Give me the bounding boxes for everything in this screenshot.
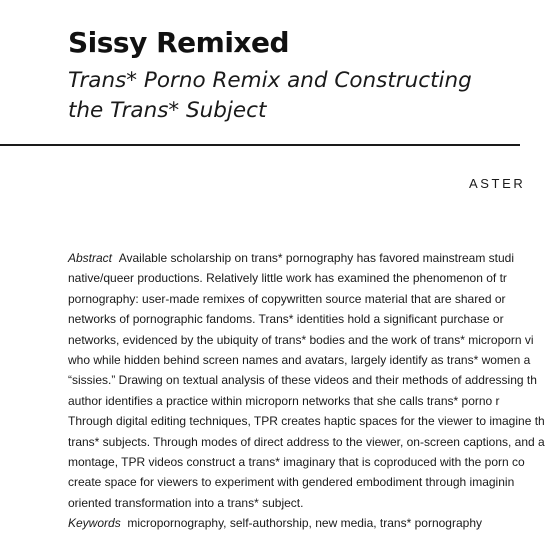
abstract-label: Abstract [68,251,113,265]
keywords-label: Keywords [68,516,121,531]
abstract-line [68,248,528,268]
abstract-line: create space for viewers to experiment with gendered embodiment through imaginin [68,475,515,490]
abstract-block [68,248,545,533]
subtitle-line-2: the Trans* Subject [68,98,267,123]
article-subtitle [68,66,508,126]
abstract-line: networks of pornographic fandoms. Trans* identities hold a significant purchase or [68,312,504,327]
abstract-line: author identifies a practice within microporn networks that she calls trans* porno r [68,393,500,408]
abstract-line: trans* subjects. Through modes of direct address to the viewer, on-screen captions, and a [68,434,545,449]
abstract-line: oriented transformation into a trans* subject. [68,495,304,510]
abstract-line: native/queer productions. Relatively little work has examined the phenomenon of tr [68,271,507,286]
abstract-line: Through digital editing techniques, TPR creates haptic spaces for the viewer to imagine th [68,414,545,429]
abstract-line: pornography: user-made remixes of copywritten source material that are shared or [68,291,506,306]
header-rule [0,144,520,146]
keywords-text: micropornography, self-authorship, new media, trans* pornography [127,516,482,531]
abstract-text: Available scholarship on trans* pornography has favored mainstream studi [118,251,515,265]
abstract-line: montage, TPR videos construct a trans* imaginary that is coproduced with the porn co [68,454,525,469]
abstract-line: who while hidden behind screen names and avatars, largely identify as trans* women a [68,352,531,367]
article-title: Sissy Remixed [68,26,290,59]
subtitle-line-1: Trans* Porno Remix and Constructing [68,68,472,93]
keywords-line [68,513,528,533]
author-name: ASTER [469,176,526,191]
abstract-line: networks, evidenced by the ubiquity of trans* bodies and the work of trans* microporn vi [68,332,534,347]
abstract-line: “sissies.” Drawing on textual analysis of these videos and their methods of addressing th [68,373,537,388]
